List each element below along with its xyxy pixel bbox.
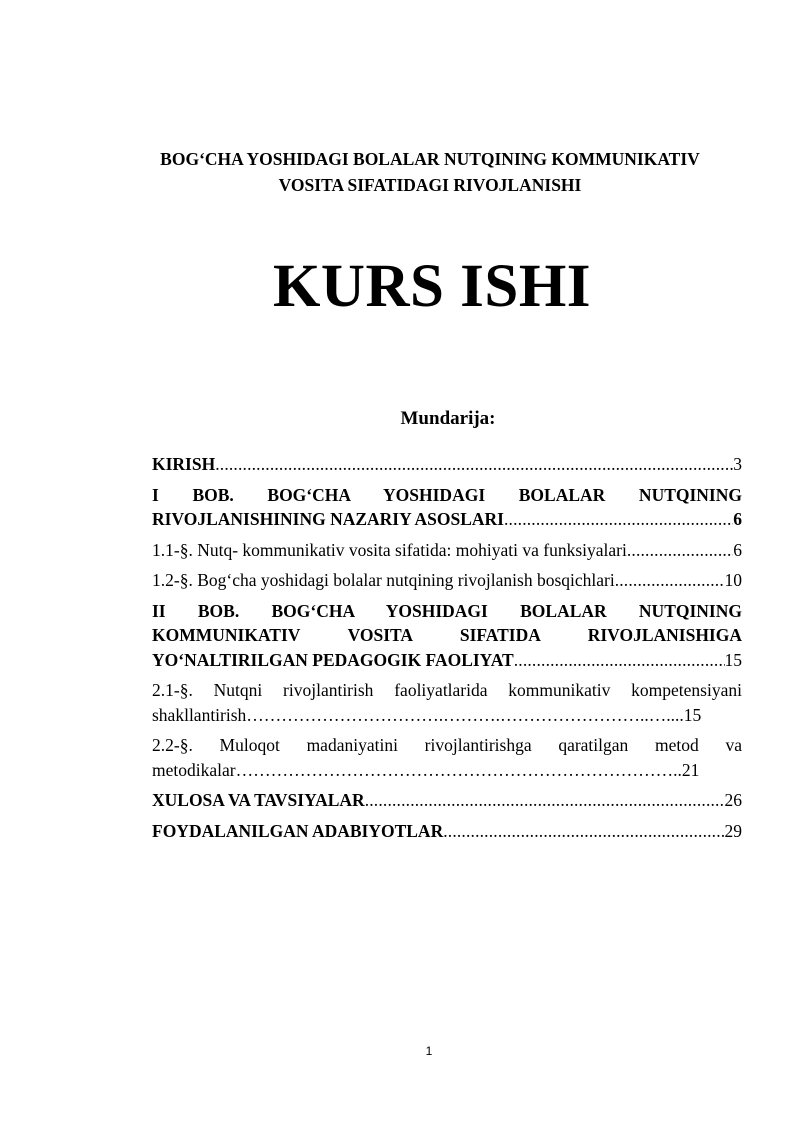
toc-entry-line: shakllantirish…………………………….……….……………………..…....15 [152,704,702,725]
toc-entry-section-2-2[interactable] [152,733,742,782]
toc-entry-section-2-1[interactable] [152,678,742,727]
toc-entry-title: 1.2-§. Bog‘cha yoshidagi bolalar nutqining rivojlanish bosqichlari [152,570,615,590]
dot-leader [215,452,733,477]
dot-leader [627,538,733,563]
toc-page-number: 6 [733,509,742,529]
toc-page-number: 3 [733,454,742,474]
document-title: KURS ISHI [272,253,592,320]
toc-entry-title: KIRISH [152,454,216,474]
toc-entry-line: 2.1-§. Nutqni rivojlantirish faoliyatlarida kommunikativ kompetensiyani [152,680,742,700]
dot-leader [514,648,725,673]
page-number: 1 [425,1044,433,1058]
toc-entry-line: metodikalar…………………………………………………………………..21 [152,759,700,780]
toc-entry-line: RIVOJLANISHINING NAZARIY ASOSLARI [152,509,504,529]
table-of-contents [152,452,742,849]
toc-entry-title: 1.1-§. Nutq- kommunikativ vosita sifatida: mohiyati va funksiyalari [152,539,627,560]
toc-entry-title: XULOSA VA TAVSIYALAR [152,790,365,810]
toc-entry-line: I BOB. BOG‘CHA YOSHIDAGI BOLALAR NUTQINING [152,484,742,505]
dot-leader [443,819,724,844]
dot-leader [504,507,733,532]
toc-page-number: 10 [724,570,742,590]
toc-entry-chapter-2[interactable] [152,599,742,673]
toc-entry-section-1-1[interactable] [152,538,742,563]
toc-entry-adabiyotlar[interactable] [152,819,742,844]
toc-entry-line: II BOB. BOG‘CHA YOSHIDAGI BOLALAR NUTQINING [152,600,742,621]
topic-line-2: VOSITA SIFATIDAGI RIVOJLANISHI [278,175,582,195]
toc-entry-section-1-2[interactable] [152,568,742,593]
toc-entry-line: KOMMUNIKATIV VOSITA SIFATIDA RIVOJLANISHIGA [152,625,742,645]
toc-entry-title: FOYDALANILGAN ADABIYOTLAR [152,820,444,841]
toc-page-number: 26 [724,790,742,810]
toc-page-number: 6 [733,539,742,560]
toc-entry-chapter-1[interactable] [152,483,742,532]
dot-leader [615,568,725,593]
toc-entry-line: YO‘NALTIRILGAN PEDAGOGIK FAOLIYAT [152,649,514,670]
toc-entry-kirish[interactable] [152,452,742,477]
toc-page-number: 15 [724,649,742,670]
topic-line-1: BOG‘CHA YOSHIDAGI BOLALAR NUTQINING KOMMUNIKATIV [160,149,700,169]
thesis-topic [110,146,750,198]
toc-heading: Mundarija: [400,408,496,429]
toc-entry-xulosa[interactable] [152,788,742,813]
toc-entry-line: 2.2-§. Muloqot madaniyatini rivojlantirishga qaratilgan metod va [152,735,742,755]
toc-page-number: 29 [724,820,742,841]
dot-leader [365,788,725,813]
